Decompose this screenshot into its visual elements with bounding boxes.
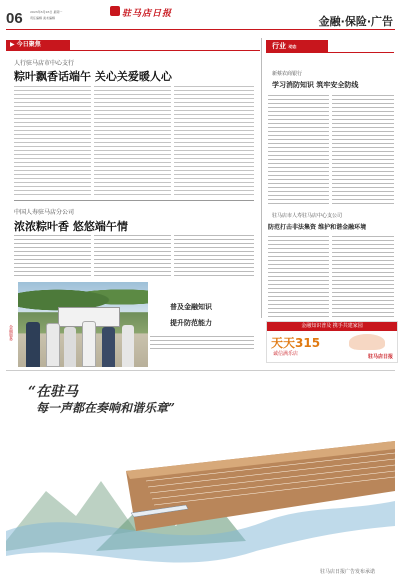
r-column-gap-1	[329, 95, 332, 205]
article1-body	[14, 86, 254, 196]
section-tab-label: 今日聚焦	[16, 41, 41, 48]
section-rule	[6, 50, 260, 51]
person-4	[82, 321, 96, 367]
article2-kicker: 中国人寿驻马店分公司	[14, 209, 75, 216]
play-icon: ▶	[10, 41, 15, 48]
column-gap-4	[171, 235, 174, 277]
article1-headline: 粽叶飘香话端午 关心关爱暖人心	[14, 70, 172, 83]
photo-side-label: 金融服务	[9, 325, 14, 341]
section-tab-today	[6, 40, 70, 50]
photo-caption-sub: 提升防范能力	[170, 318, 212, 327]
header-rule	[6, 29, 395, 30]
right-column-rule	[261, 38, 262, 318]
r-article2-kicker: 驻马店市人寿驻马店中心支公司	[272, 213, 343, 219]
article-divider	[14, 200, 254, 201]
ad-landscape	[6, 431, 395, 571]
news-photo	[18, 282, 148, 367]
date-line: 2023年6月26日 星期一	[30, 10, 63, 14]
small-ad-slogan: 天天315	[271, 336, 321, 350]
article2-body	[14, 235, 254, 277]
ad-slogan-line2: 每一声都在奏响和谐乐章”	[36, 401, 175, 415]
small-ad-banner: 金融知识普及 携手共建家园	[267, 322, 397, 331]
industry-tab-label: 行业	[272, 42, 286, 50]
small-ad-footer: 驻马店日报	[367, 354, 393, 360]
masthead: 驻马店日报	[122, 9, 173, 19]
small-ad-slogan-sub: 诚信满乐店	[273, 351, 299, 357]
masthead-logo	[110, 6, 120, 16]
r-column-gap-2	[329, 236, 332, 318]
section-tab-industry	[266, 40, 328, 52]
person-2	[46, 323, 60, 367]
r-article1-headline: 学习消防知识 筑牢安全防线	[272, 80, 359, 89]
industry-tab-sub: 动态	[288, 44, 297, 49]
person-3	[64, 327, 76, 367]
industry-rule	[266, 52, 394, 53]
page-header	[0, 0, 401, 30]
bottom-ad	[6, 370, 395, 579]
column-gap-1	[91, 86, 94, 196]
small-ad	[266, 321, 398, 363]
column-gap-3	[91, 235, 94, 277]
ad-slogan-line1: “在驻马	[28, 384, 79, 400]
article2-headline: 浓浓粽叶香 悠悠端午情	[14, 220, 128, 233]
column-gap-2	[171, 86, 174, 196]
person-5	[102, 327, 115, 367]
person-6	[122, 325, 134, 367]
r-article1-kicker: 新蔡农商银行	[272, 71, 303, 77]
page-number: 06	[6, 10, 23, 27]
article1-kicker: 人行驻马店市中心支行	[14, 60, 75, 67]
photo-caption-body	[150, 336, 254, 352]
photo-caption-title: 普及金融知识	[170, 302, 212, 311]
editor-line: 责任编辑 美术编辑	[30, 16, 55, 20]
r-article2-headline: 防范打击非法集资 维护和谐金融环境	[268, 224, 367, 231]
person-1	[26, 322, 40, 367]
small-ad-figure	[349, 334, 385, 350]
ad-footer: 驻马店日报广告发布承诺	[319, 569, 375, 575]
section-title: 金融·保险·广告	[318, 15, 393, 28]
